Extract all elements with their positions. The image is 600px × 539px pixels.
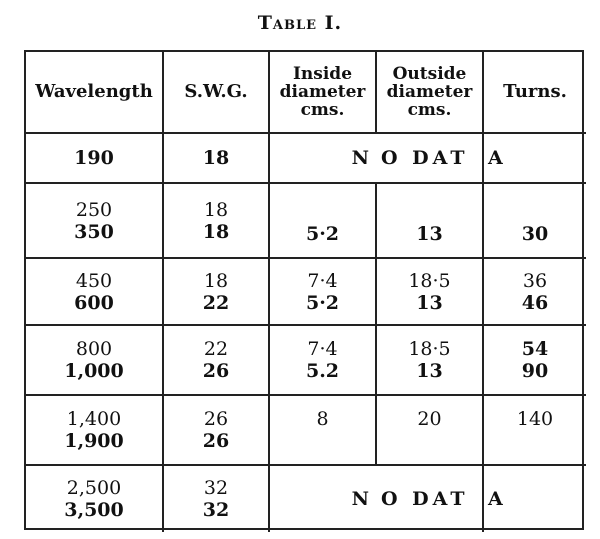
header-outside-line-2: diameter xyxy=(386,82,473,102)
table-cell: 1,900 xyxy=(64,430,124,452)
table-cell: 26 xyxy=(203,408,229,430)
row-3-swg xyxy=(164,259,270,326)
table-cell: 1,400 xyxy=(66,408,122,430)
row-4-outside xyxy=(377,326,484,396)
table-cell: N xyxy=(351,488,373,510)
row-6-nodata-part-1 xyxy=(270,466,377,532)
table-cell: 30 xyxy=(521,223,549,245)
row-4-swg xyxy=(164,326,270,396)
table-cell: 54 xyxy=(521,338,549,360)
table-cell: 13 xyxy=(416,291,443,314)
header-inside-diameter xyxy=(270,52,377,134)
row-1-swg xyxy=(164,134,270,184)
row-5-wavelength xyxy=(26,396,164,466)
row-6-nodata-part-3 xyxy=(484,466,586,532)
table-cell: 5·2 xyxy=(305,223,340,245)
table-cell: 20 xyxy=(417,408,442,430)
row-2-turns xyxy=(484,184,586,259)
table-title: Table I. xyxy=(257,12,343,34)
row-1-wavelength xyxy=(26,134,164,184)
table-cell: O DAT xyxy=(381,147,469,169)
row-2-wavelength xyxy=(26,184,164,259)
row-4-wavelength xyxy=(26,326,164,396)
row-6-wavelength xyxy=(26,466,164,532)
table-cell: 350 xyxy=(74,220,114,243)
header-outside-line-1: Outside xyxy=(392,64,467,84)
row-2-inside xyxy=(270,184,377,259)
header-outside-line-3: cms. xyxy=(407,100,452,120)
row-6-nodata-part-2 xyxy=(377,466,484,532)
row-1-nodata-part-1 xyxy=(270,134,377,184)
table-cell: 2,500 xyxy=(66,477,122,499)
coil-data-table xyxy=(24,50,584,530)
table-cell: 190 xyxy=(74,147,114,169)
header-wavelength: Wavelength xyxy=(26,52,164,134)
header-inside-line-2: diameter xyxy=(279,82,366,102)
table-cell: 140 xyxy=(516,408,554,430)
table-cell: 250 xyxy=(75,198,113,221)
header-outside-diameter xyxy=(377,52,484,134)
header-swg: S.W.G. xyxy=(164,52,270,134)
table-cell: 5·2 xyxy=(305,291,340,314)
row-3-outside xyxy=(377,259,484,326)
table-cell: 13 xyxy=(416,223,443,245)
row-5-turns xyxy=(484,396,586,466)
table-cell: 22 xyxy=(202,291,230,314)
row-3-inside xyxy=(270,259,377,326)
table-cell: 36 xyxy=(522,269,548,292)
row-2-swg xyxy=(164,184,270,259)
row-1-nodata-part-3 xyxy=(484,134,586,184)
table-cell: 18 xyxy=(202,147,230,169)
row-6-swg xyxy=(164,466,270,532)
table-cell: 1,000 xyxy=(64,360,124,382)
row-5-outside xyxy=(377,396,484,466)
row-3-wavelength xyxy=(26,259,164,326)
table-cell: 7·4 xyxy=(307,338,338,360)
row-4-turns xyxy=(484,326,586,396)
row-5-swg xyxy=(164,396,270,466)
table-cell: 18 xyxy=(203,198,229,221)
table-cell: A xyxy=(488,488,503,510)
table-cell: 26 xyxy=(202,360,230,382)
header-inside-line-3: cms. xyxy=(300,100,345,120)
table-cell: 18·5 xyxy=(408,269,451,292)
table-cell: 90 xyxy=(521,360,549,382)
table-cell: 22 xyxy=(203,338,229,360)
table-cell: N xyxy=(351,147,373,169)
table-cell: 450 xyxy=(75,269,113,292)
table-cell: 8 xyxy=(316,408,329,430)
table-cell: 7·4 xyxy=(307,269,338,292)
table-cell: 5.2 xyxy=(305,360,340,382)
row-5-inside xyxy=(270,396,377,466)
table-cell: 18·5 xyxy=(408,338,451,360)
row-2-outside xyxy=(377,184,484,259)
table-cell: A xyxy=(488,147,503,169)
table-cell: 32 xyxy=(203,477,229,499)
table-cell: 18 xyxy=(202,220,230,243)
header-inside-line-1: Inside xyxy=(292,64,353,84)
table-cell: 600 xyxy=(74,291,114,314)
row-1-nodata-part-2 xyxy=(377,134,484,184)
table-cell: 800 xyxy=(75,338,113,360)
row-4-inside xyxy=(270,326,377,396)
header-turns: Turns. xyxy=(484,52,586,134)
table-cell: 3,500 xyxy=(64,499,124,521)
table-cell: 26 xyxy=(202,430,230,452)
table-cell: 13 xyxy=(416,360,443,382)
table-cell: 32 xyxy=(202,499,230,521)
table-cell: O DAT xyxy=(381,488,469,510)
table-cell: 18 xyxy=(203,269,229,292)
row-3-turns xyxy=(484,259,586,326)
table-cell: 46 xyxy=(521,291,549,314)
